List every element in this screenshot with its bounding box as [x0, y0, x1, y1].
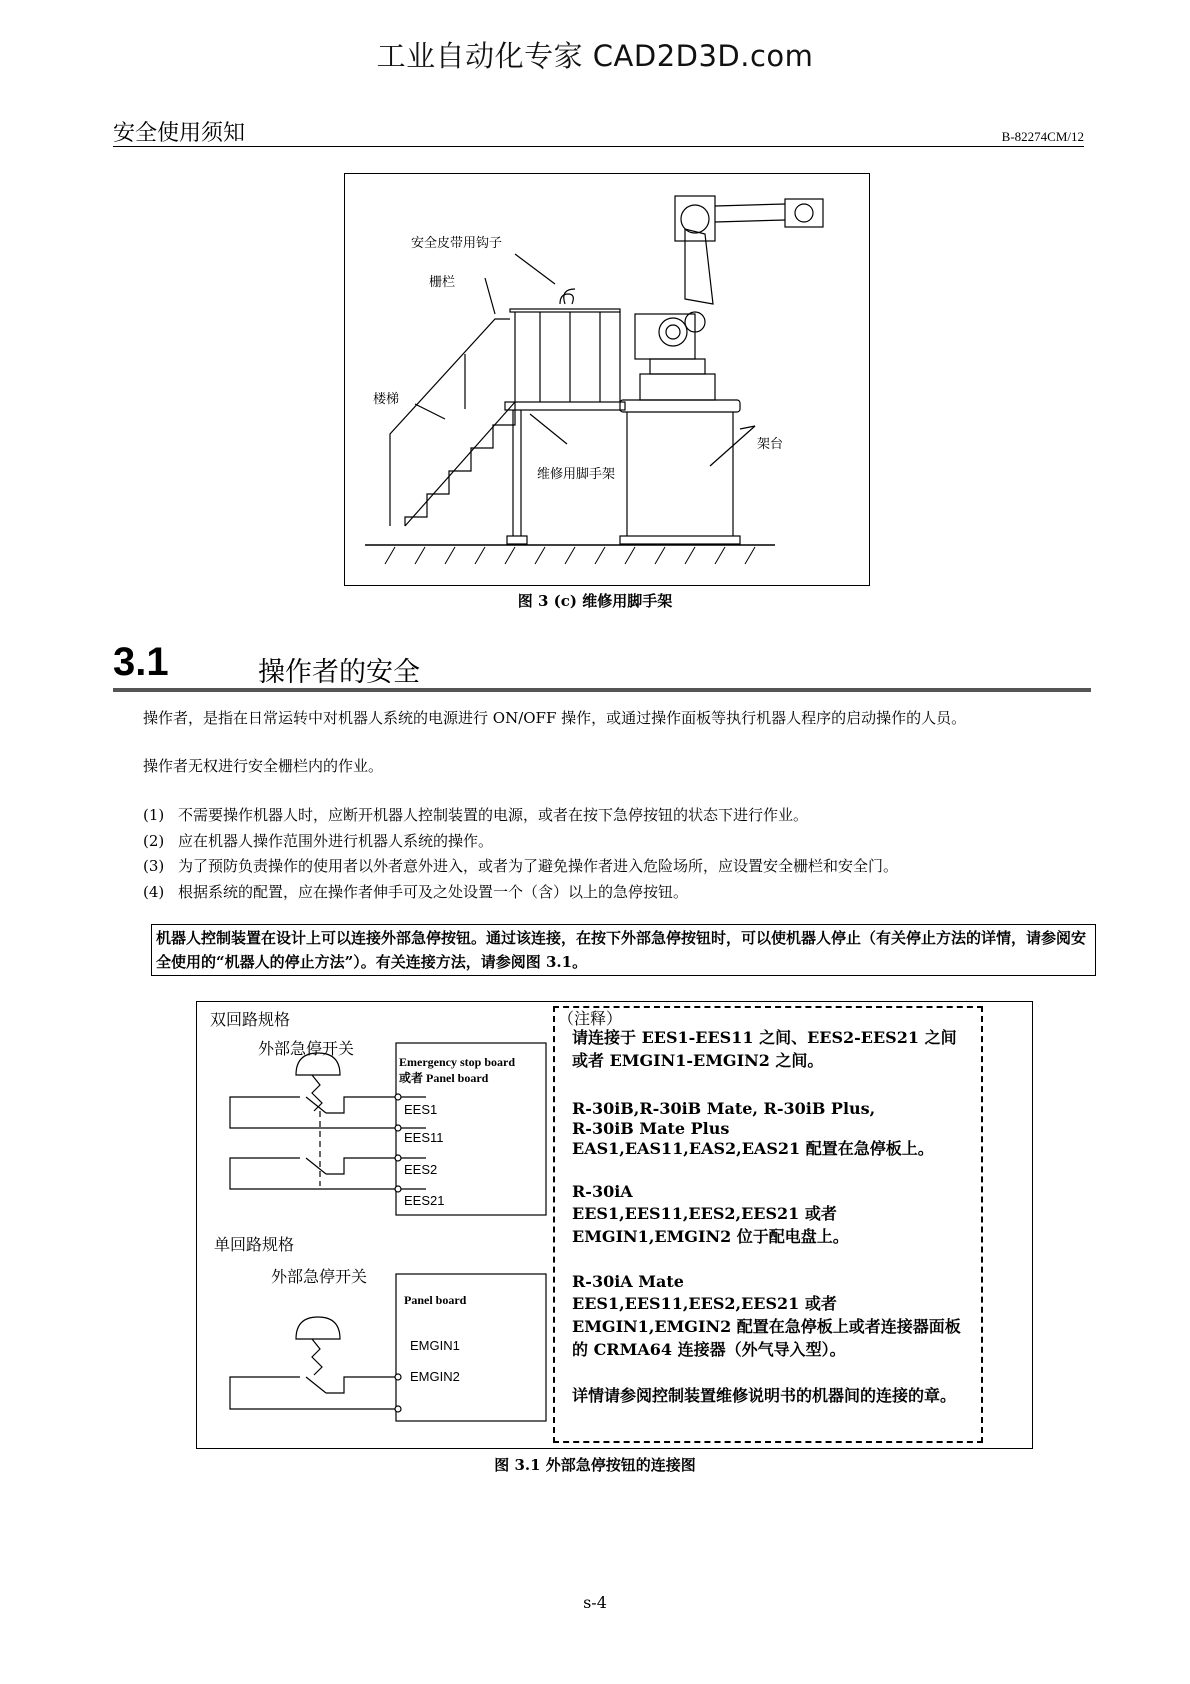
- list-item: (1) 不需要操作机器人时，应断开机器人控制装置的电源，或者在按下急停按钮的状态下进行作业。: [143, 806, 809, 824]
- single-circuit-title: 单回路规格: [214, 1235, 295, 1254]
- note-box: 机器人控制装置在设计上可以连接外部急停按钮。通过该连接，在按下外部急停按钮时，可以使机器人停止（有关停止方法的详情，请参阅安全使用的“机器人的停止方法”）。有关连接方法，请参阅图 3.1。: [151, 924, 1096, 976]
- header-title: 安全使用须知: [113, 121, 246, 146]
- dual-circuit-title: 双回路规格: [210, 1010, 291, 1029]
- note-model-r30ib: R-30iB,R-30iB Mate, R-30iB Plus,: [572, 1099, 876, 1118]
- terminal-emgin2: EMGIN2: [410, 1369, 460, 1384]
- label-hook: 安全皮带用钩子: [411, 236, 503, 251]
- note-r30ia-mate-detail: EES1,EES11,EES2,EES21 或者 EMGIN1,EMGIN2 配置在急停板上或者连接器面板的 CRMA64 连接器（外气导入型）。: [572, 1294, 961, 1359]
- dual-board-label-1: Emergency stop board: [399, 1055, 515, 1069]
- note-r30ib-detail: EAS1,EAS11,EAS2,EAS21 配置在急停板上。: [572, 1139, 934, 1158]
- dual-switch-label: 外部急停开关: [258, 1039, 355, 1058]
- section-title: 操作者的安全: [258, 657, 420, 688]
- note-model-r30ia: R-30iA: [572, 1182, 633, 1201]
- label-stand: 架台: [757, 437, 784, 452]
- dual-board-label-2: 或者 Panel board: [399, 1071, 489, 1085]
- note-model-r30ia-mate: R-30iA Mate: [572, 1272, 684, 1291]
- intro-paragraph-1: 操作者，是指在日常运转中对机器人系统的电源进行 ON/OFF 操作，或通过操作面板等执行机器人程序的启动操作的人员。: [143, 709, 967, 727]
- list-item: (2) 应在机器人操作范围外进行机器人系统的操作。: [143, 831, 494, 850]
- section-number: 3.1: [113, 640, 169, 684]
- circuit-diagram: [196, 1001, 556, 1449]
- safety-list: [143, 803, 1093, 905]
- section-rule: [113, 688, 1091, 692]
- scaffold-illustration: [345, 174, 871, 587]
- notes-title: （注释）: [558, 1009, 623, 1028]
- terminal-ees2: EES2: [404, 1162, 438, 1177]
- label-scaffold: 维修用脚手架: [537, 467, 616, 482]
- figure-3c-caption: 图 3 (c) 维修用脚手架: [517, 592, 673, 610]
- terminal-ees21: EES21: [404, 1193, 445, 1208]
- page-number: s-4: [583, 1593, 607, 1612]
- single-board-label: Panel board: [404, 1293, 467, 1307]
- single-switch-label: 外部急停开关: [271, 1267, 368, 1286]
- note-connection: 请连接于 EES1-EES11 之间、EES2-EES21 之间或者 EMGIN1-EMGIN2 之间。: [572, 1028, 957, 1070]
- terminal-ees1: EES1: [404, 1102, 438, 1117]
- note-model-r30ib-mate-plus: R-30iB Mate Plus: [572, 1119, 730, 1138]
- note-see-manual: 详情请参阅控制装置维修说明书的机器间的连接的章。: [572, 1386, 957, 1405]
- watermark: 工业自动化专家 CAD2D3D.com: [376, 39, 814, 73]
- terminal-ees11: EES11: [404, 1130, 444, 1145]
- document-code: B-82274CM/12: [1001, 129, 1084, 144]
- terminal-emgin1: EMGIN1: [410, 1338, 460, 1353]
- note-r30ia-detail: EES1,EES11,EES2,EES21 或者 EMGIN1,EMGIN2 位于配电盘上。: [572, 1204, 849, 1246]
- header-rule: [113, 146, 1084, 147]
- intro-paragraph-2: 操作者无权进行安全栅栏内的作业。: [143, 757, 384, 775]
- label-stairs: 楼梯: [373, 392, 400, 407]
- list-item: (3) 为了预防负责操作的使用者以外者意外进入，或者为了避免操作者进入危险场所，应设置安全栅栏和安全门。: [143, 857, 899, 875]
- figure-3-1-caption: 图 3.1 外部急停按钮的连接图: [494, 1456, 696, 1474]
- figure-scaffold: [344, 173, 870, 586]
- list-item: (4) 根据系统的配置，应在操作者伸手可及之处设置一个（含）以上的急停按钮。: [143, 882, 689, 901]
- label-fence: 栅栏: [429, 275, 456, 290]
